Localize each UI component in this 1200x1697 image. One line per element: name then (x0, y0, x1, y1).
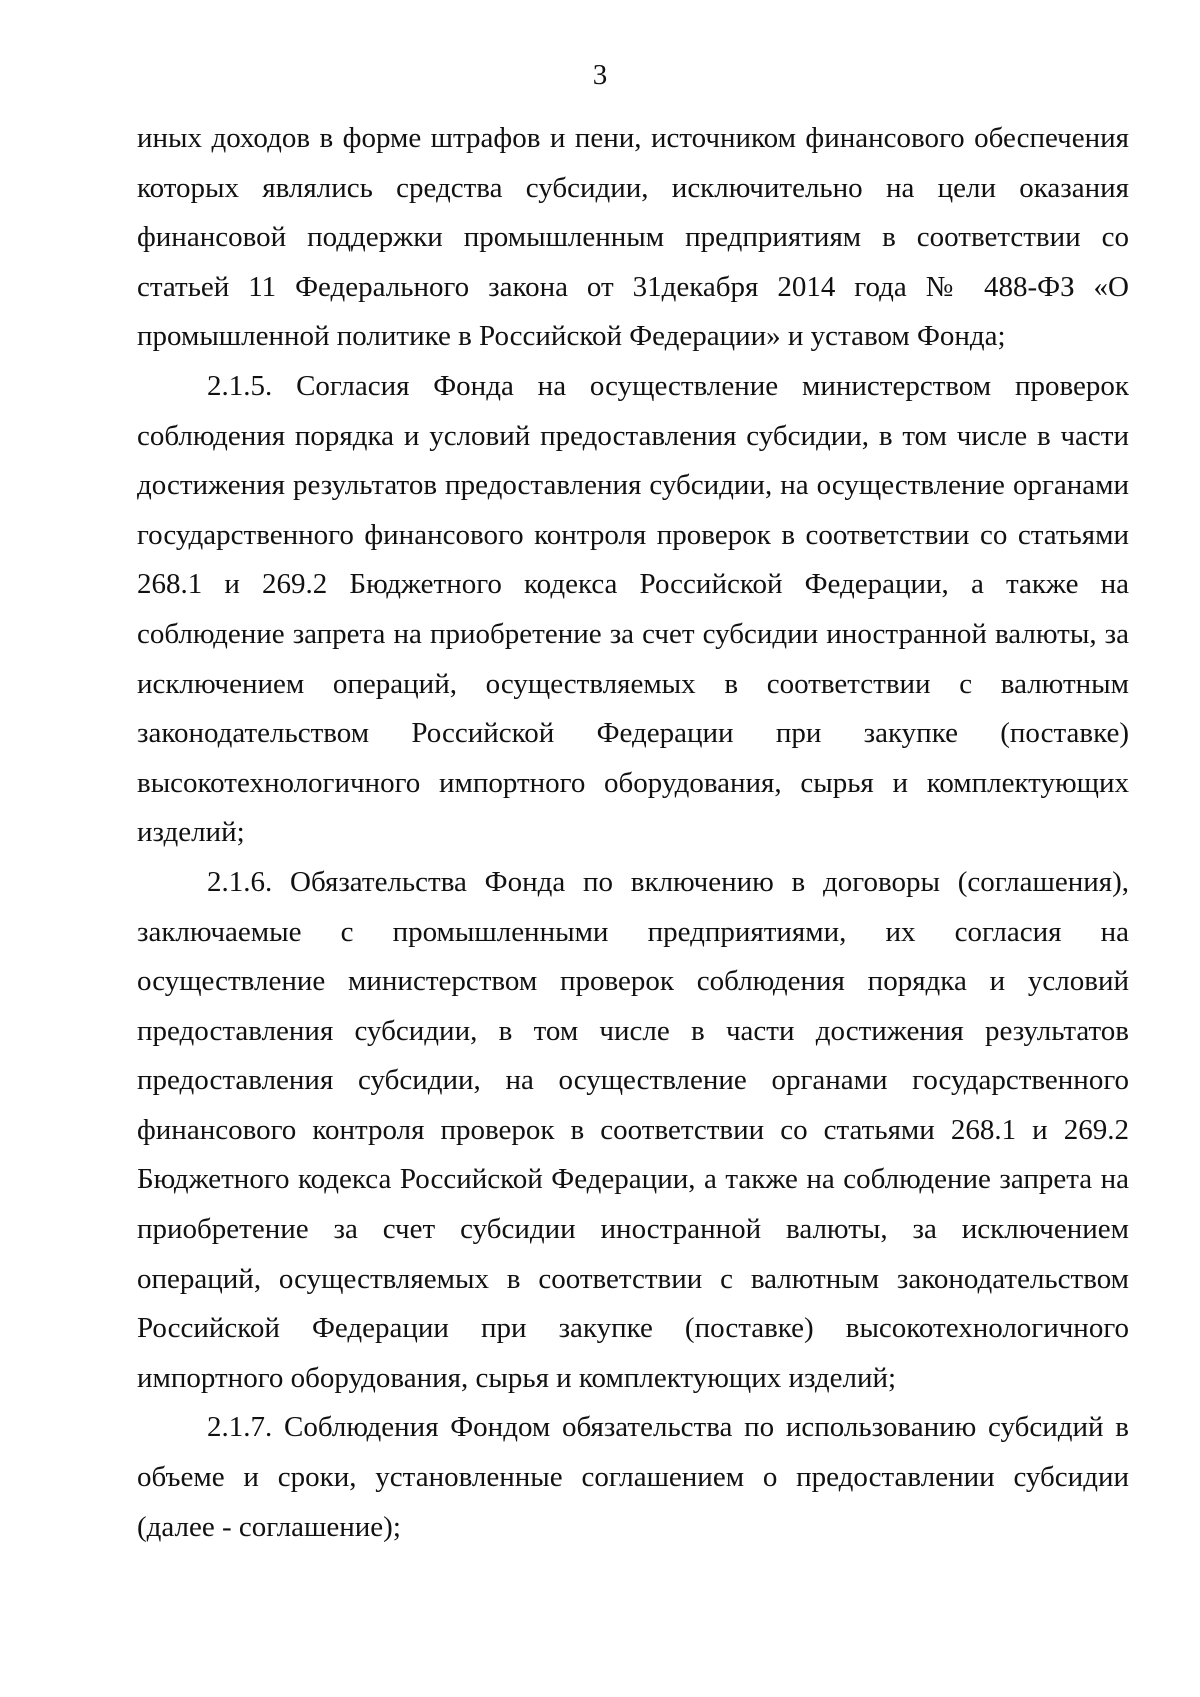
paragraph-continuation: иных доходов в форме штрафов и пени, источником финансового обеспечения которых являлись средства субсидии, исключительно на цели оказания финансовой поддержки промышленным предприятиям в соответствии со статьей 11 Федерального закона от 31декабря 2014 года № 488-ФЗ «О промышленной политике в Российской Федерации» и уставом Фонда; (137, 122, 1129, 353)
paragraph-2-1-6: 2.1.6. Обязательства Фонда по включению в договоры (соглашения), заключаемые с промышленными предприятиями, их согласия на осуществление министерством проверок соблюдения порядка и условий предоставления субсидии, в том числе в части достижения результатов предоставления субсидии, на осуществление органами государственного финансового контроля проверок в соответствии со статьями 268.1 и 269.2 Бюджетного кодекса Российской Федерации, а также на соблюдение запрета на приобретение за счет субсидии иностранной валюты, за исключением операций, осуществляемых в соответствии с валютным законодательством Российской Федерации при закупке (поставке) высокотехнологичного импортного оборудования, сырья и комплектующих изделий; (137, 865, 1129, 1394)
document-body (137, 114, 1129, 1552)
page-number: 3 (592, 59, 608, 91)
paragraph-2-1-5: 2.1.5. Согласия Фонда на осуществление министерством проверок соблюдения порядка и условий предоставления субсидии, в том числе в части достижения результатов предоставления субсидии, на осуществление органами государственного финансового контроля проверок в соответствии со статьями 268.1 и 269.2 Бюджетного кодекса Российской Федерации, а также на соблюдение запрета на приобретение за счет субсидии иностранной валюты, за исключением операций, осуществляемых в соответствии с валютным законодательством Российской Федерации при закупке (поставке) высокотехнологичного импортного оборудования, сырья и комплектующих изделий; (137, 369, 1129, 849)
paragraph-2-1-7: 2.1.7. Соблюдения Фондом обязательства по использованию субсидий в объеме и сроки, установленные соглашением о предоставлении субсидии (далее - соглашение); (137, 1411, 1129, 1543)
